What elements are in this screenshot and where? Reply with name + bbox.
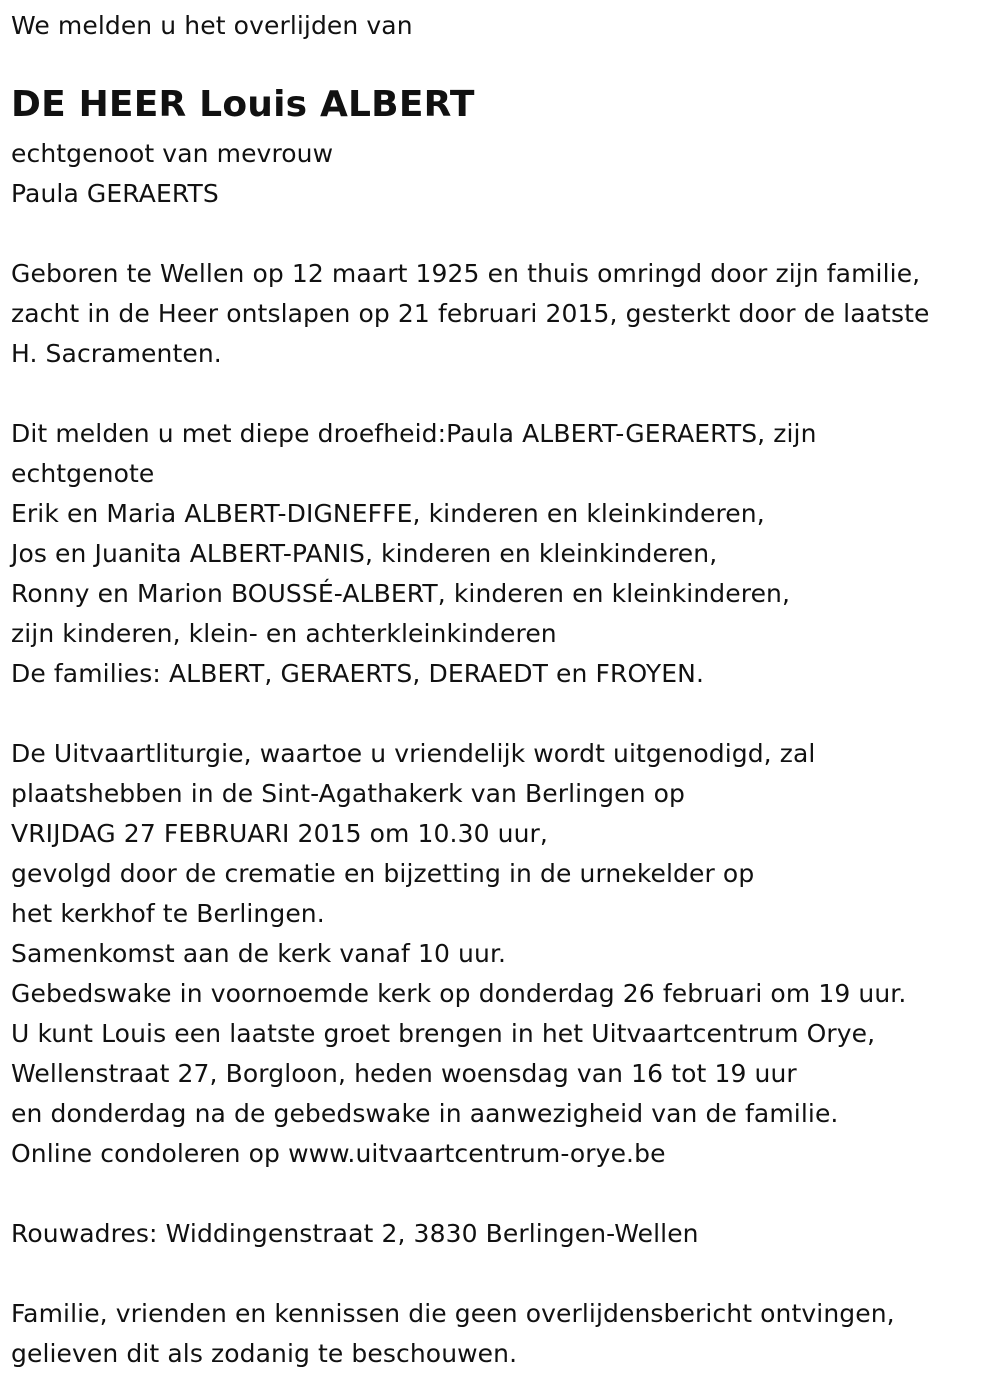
family-block [11, 414, 817, 694]
birth-line: Geboren te Wellen op 12 maart 1925 en thuis omringd door zijn familie, [11, 259, 921, 288]
deceased-name: DE HEER Louis ALBERT [11, 84, 475, 125]
funeral-line: en donderdag na de gebedswake in aanwezigheid van de familie. [11, 1099, 839, 1128]
birth-death-block [11, 254, 929, 374]
spouse-block [11, 134, 333, 214]
family-line: De families: ALBERT, GERAERTS, DERAEDT en FROYEN. [11, 659, 704, 688]
funeral-line: VRIJDAG 27 FEBRUARI 2015 om 10.30 uur, [11, 819, 548, 848]
spouse-line: echtgenoot van mevrouw [11, 139, 334, 168]
spouse-name: Paula GERAERTS [11, 179, 219, 208]
closing-line: Familie, vrienden en kennissen die geen overlijdensbericht ontvingen, [11, 1299, 895, 1328]
birth-line: zacht in de Heer ontslapen op 21 februari 2015, gesterkt door de laatste [11, 299, 930, 328]
family-line: Dit melden u met diepe droefheid:Paula ALBERT-GERAERTS, zijn [11, 419, 817, 448]
condolence-line: Online condoleren op www.uitvaartcentrum-orye.be [11, 1139, 666, 1168]
family-line: Ronny en Marion BOUSSÉ-ALBERT, kinderen en kleinkinderen, [11, 579, 791, 608]
closing-block [11, 1294, 895, 1374]
address-block [11, 1214, 699, 1254]
closing-line: gelieven dit als zodanig te beschouwen. [11, 1339, 518, 1368]
intro-text: We melden u het overlijden van [11, 11, 413, 40]
family-line: Jos en Juanita ALBERT-PANIS, kinderen en kleinkinderen, [11, 539, 718, 568]
funeral-line: Gebedswake in voornoemde kerk op donderdag 26 februari om 19 uur. [11, 979, 907, 1008]
funeral-line: Samenkomst aan de kerk vanaf 10 uur. [11, 939, 507, 968]
funeral-line: Wellenstraat 27, Borgloon, heden woensdag van 16 tot 19 uur [11, 1059, 797, 1088]
birth-line: H. Sacramenten. [11, 339, 222, 368]
funeral-line: De Uitvaartliturgie, waartoe u vriendelijk wordt uitgenodigd, zal [11, 739, 816, 768]
mourning-address: Rouwadres: Widdingenstraat 2, 3830 Berlingen-Wellen [11, 1219, 699, 1248]
funeral-line: plaatshebben in de Sint-Agathakerk van Berlingen op [11, 779, 685, 808]
family-line: echtgenote [11, 459, 155, 488]
family-line: Erik en Maria ALBERT-DIGNEFFE, kinderen en kleinkinderen, [11, 499, 765, 528]
family-line: zijn kinderen, klein- en achterkleinkinderen [11, 619, 557, 648]
funeral-block [11, 734, 906, 1174]
funeral-line: U kunt Louis een laatste groet brengen in het Uitvaartcentrum Orye, [11, 1019, 876, 1048]
funeral-line: gevolgd door de crematie en bijzetting in de urnekelder op [11, 859, 755, 888]
funeral-line: het kerkhof te Berlingen. [11, 899, 325, 928]
